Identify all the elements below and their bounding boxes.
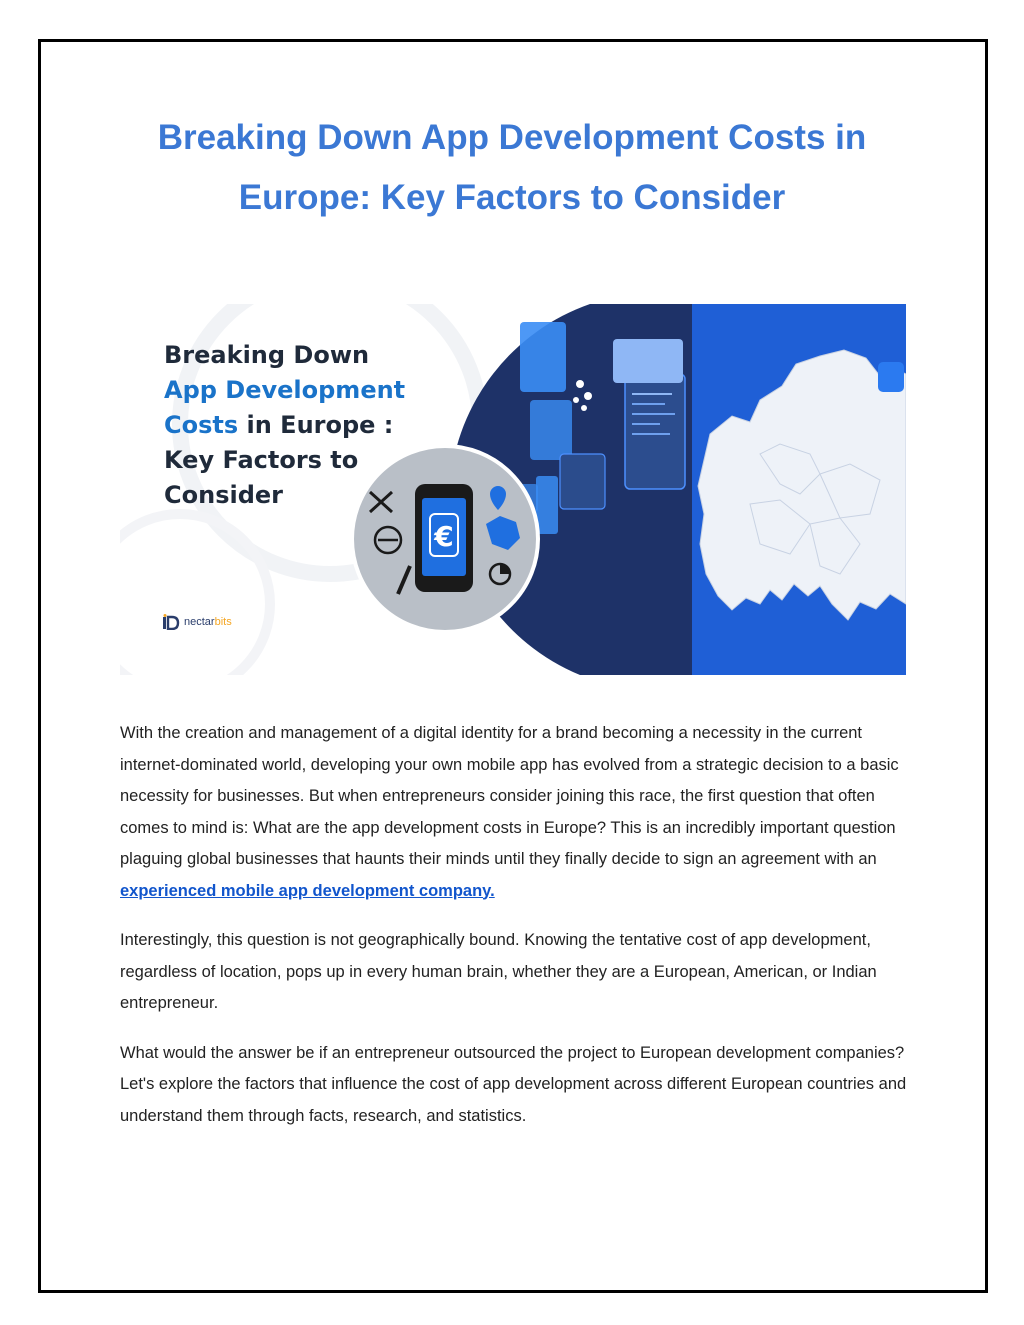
brand-name-prefix: nectar	[184, 616, 215, 628]
nectarbits-logo-icon	[162, 614, 180, 630]
paragraph-outsourcing: What would the answer be if an entrepreneur outsourced the project to European development companies? Let's explore the factors that influence the cost of app development across different European countries and understand them through facts, research, and statistics.	[120, 1043, 907, 1125]
brand-name-suffix: bits	[214, 616, 232, 628]
hero-line-highlight: App Development	[164, 376, 406, 404]
mobile-app-development-link[interactable]: experienced mobile app development company.	[120, 881, 495, 900]
brand-logo	[162, 614, 232, 630]
page-title: Breaking Down App Development Costs in Europe: Key Factors to Consider	[157, 118, 867, 217]
paragraph-intro	[120, 718, 910, 907]
euro-icon: €	[434, 520, 454, 553]
hero-line: Key Factors to	[164, 446, 359, 474]
paragraph-geography: Interestingly, this question is not geographically bound. Knowing the tentative cost of app development, regardless of location, pops up in every human brain, whether they are a European, American, or Indian entrepreneur.	[120, 931, 877, 1012]
brand-name	[184, 616, 232, 628]
hero-line-rest: in Europe :	[238, 411, 394, 439]
hero-banner	[120, 304, 906, 675]
hero-line: Breaking Down	[164, 341, 370, 369]
article-body	[120, 718, 910, 1150]
hero-line: Consider	[164, 481, 283, 509]
hero-highlight-word: Costs	[164, 411, 239, 439]
map-tile-icon	[878, 362, 904, 392]
hero-heading	[164, 338, 464, 513]
paragraph-intro-text: With the creation and management of a digital identity for a brand becoming a necessity in the current internet-dominated world, developing your own mobile app has evolved from a strategic decision to a basic necessity for businesses. But when entrepreneurs consider joining this race, the first question that often comes to mind is: What are the app development costs in Europe? This is an incredibly important question plaguing global businesses that haunts their minds until they finally decide to sign an agreement with an	[120, 724, 899, 868]
hero-line	[164, 408, 464, 443]
